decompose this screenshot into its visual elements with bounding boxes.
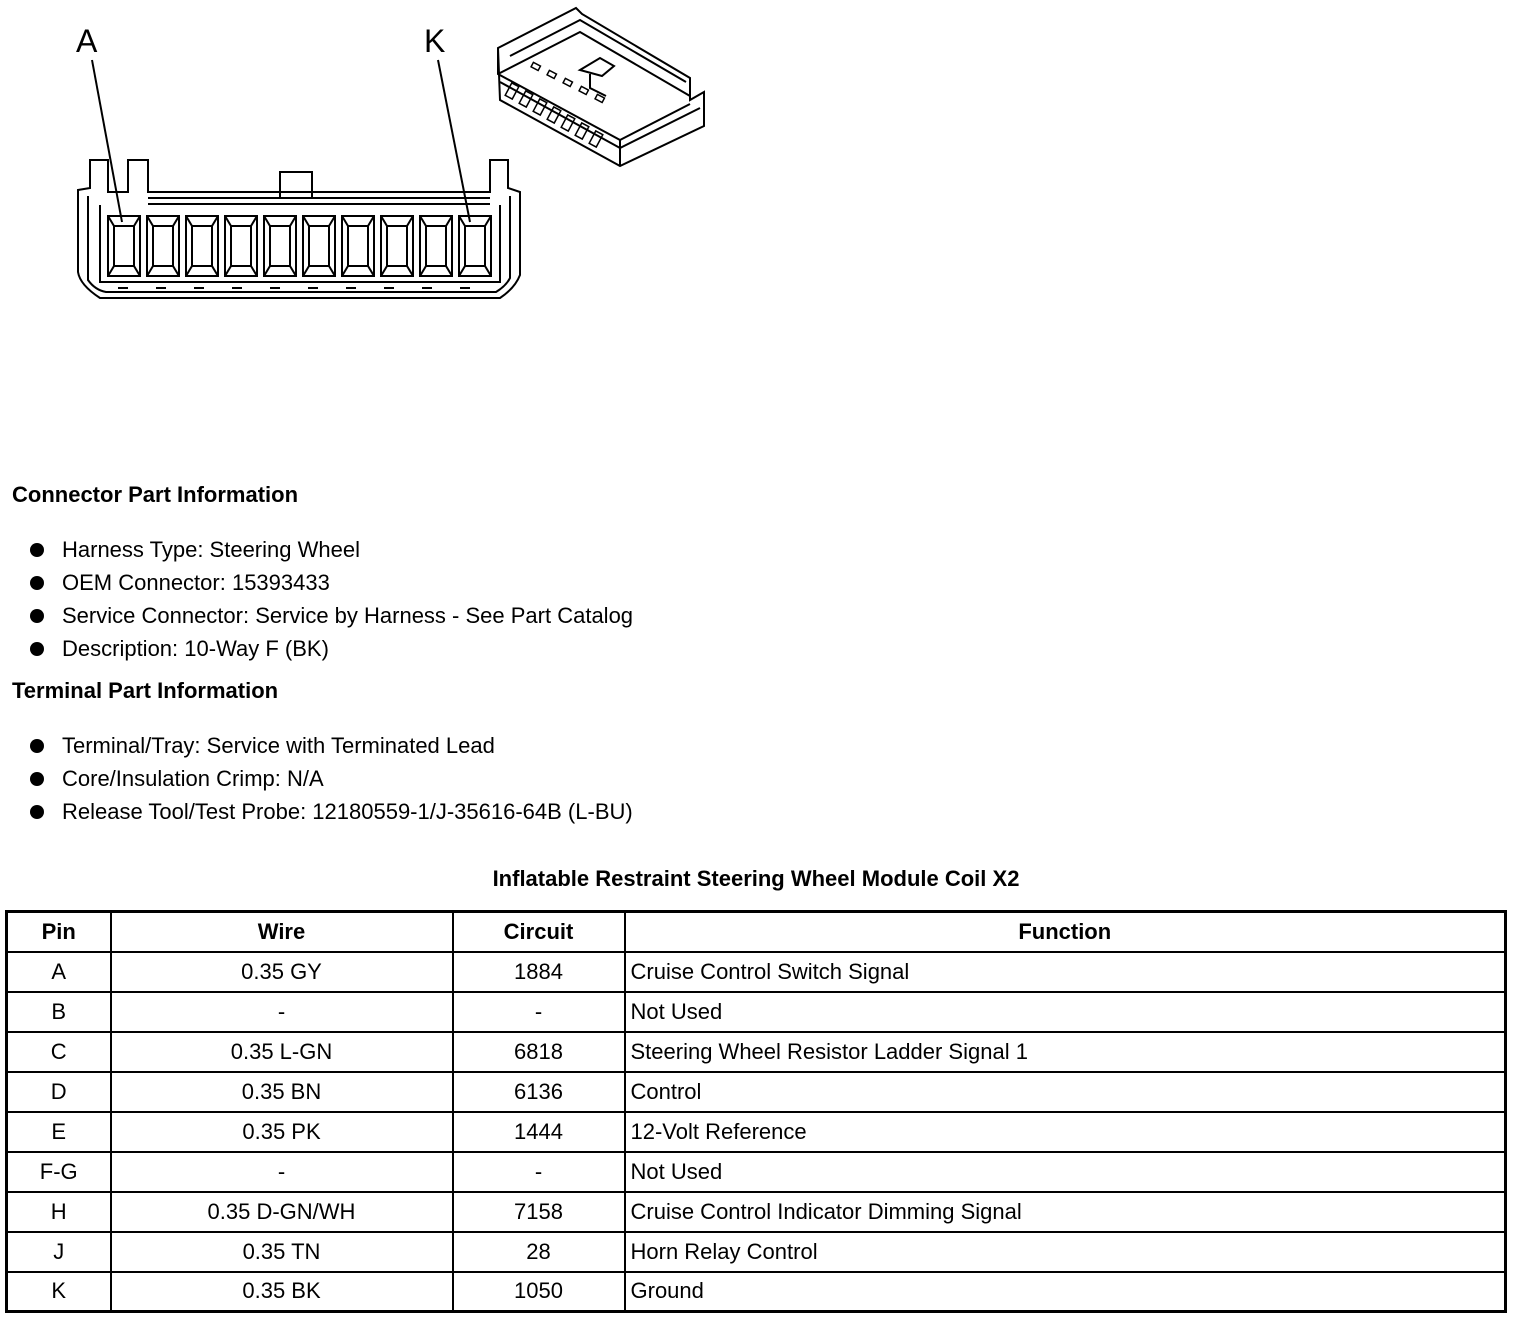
pin-cell: A [7, 952, 111, 992]
table-row [7, 1152, 1506, 1192]
list-item: Terminal/Tray: Service with Terminated Lead [30, 729, 633, 762]
cavity-f [303, 216, 335, 276]
table-row [7, 952, 1506, 992]
cavity-j [420, 216, 452, 276]
function-cell: 12-Volt Reference [625, 1112, 1506, 1152]
connector-cavities [108, 216, 491, 276]
bullet-icon [30, 642, 44, 656]
wire-cell: 0.35 BN [111, 1072, 453, 1112]
list-item: Description: 10-Way F (BK) [30, 632, 633, 665]
pin-cell: D [7, 1072, 111, 1112]
table-row [7, 1032, 1506, 1072]
leader-line-first [92, 60, 122, 222]
pin-cell: H [7, 1192, 111, 1232]
circuit-cell: 7158 [453, 1192, 625, 1232]
bullet-icon [30, 576, 44, 590]
cavity-b [147, 216, 179, 276]
wire-cell: 0.35 D-GN/WH [111, 1192, 453, 1232]
cavity-c [186, 216, 218, 276]
circuit-cell: 1444 [453, 1112, 625, 1152]
cavity-g [342, 216, 374, 276]
list-item: OEM Connector: 15393433 [30, 566, 633, 599]
pin-cell: C [7, 1032, 111, 1072]
column-header-pin: Pin [7, 912, 111, 952]
list-item: Release Tool/Test Probe: 12180559-1/J-35616-64B (L-BU) [30, 795, 633, 828]
cavity-k [459, 216, 491, 276]
pin-cell: B [7, 992, 111, 1032]
cavity-e [264, 216, 296, 276]
table-row [7, 992, 1506, 1032]
cavity-h [381, 216, 413, 276]
bullet-icon [30, 739, 44, 753]
bullet-icon [30, 609, 44, 623]
pin-cell: K [7, 1272, 111, 1312]
wire-cell: 0.35 GY [111, 952, 453, 992]
wire-cell: - [111, 1152, 453, 1192]
terminal-info-heading: Terminal Part Information [12, 678, 279, 703]
bullet-icon [30, 772, 44, 786]
cavity-d [225, 216, 257, 276]
pin-cell: F-G [7, 1152, 111, 1192]
circuit-cell: 6136 [453, 1072, 625, 1112]
circuit-cell: 28 [453, 1232, 625, 1272]
table-header-row [7, 912, 1506, 952]
function-cell: Ground [625, 1272, 1506, 1312]
function-cell: Cruise Control Indicator Dimming Signal [625, 1192, 1506, 1232]
table-row [7, 1072, 1506, 1112]
pin-cell: J [7, 1232, 111, 1272]
function-cell: Steering Wheel Resistor Ladder Signal 1 [625, 1032, 1506, 1072]
circuit-cell: - [453, 1152, 625, 1192]
wire-cell: 0.35 L-GN [111, 1032, 453, 1072]
function-cell: Cruise Control Switch Signal [625, 952, 1506, 992]
bullet-icon [30, 805, 44, 819]
connector-face-outline [78, 160, 520, 298]
wire-cell: - [111, 992, 453, 1032]
table-row [7, 1112, 1506, 1152]
connector-isometric [498, 8, 704, 166]
list-item: Core/Insulation Crimp: N/A [30, 762, 633, 795]
connector-info-list [30, 533, 633, 665]
connector-diagram [0, 0, 760, 320]
cavity-a [108, 216, 140, 276]
pin-table [5, 910, 1507, 1313]
function-cell: Horn Relay Control [625, 1232, 1506, 1272]
pin-label-last: K [424, 23, 446, 59]
table-row [7, 1272, 1506, 1312]
table-title: Inflatable Restraint Steering Wheel Module Coil X2 [492, 866, 1020, 891]
wire-cell: 0.35 PK [111, 1112, 453, 1152]
connector-latch [280, 172, 312, 198]
function-cell: Not Used [625, 1152, 1506, 1192]
column-header-wire: Wire [111, 912, 453, 952]
column-header-function: Function [625, 912, 1506, 952]
pin-label-first: A [76, 23, 98, 59]
connector-info-heading: Connector Part Information [12, 482, 299, 507]
list-item: Service Connector: Service by Harness - See Part Catalog [30, 599, 633, 632]
column-header-circuit: Circuit [453, 912, 625, 952]
circuit-cell: - [453, 992, 625, 1032]
wire-cell: 0.35 BK [111, 1272, 453, 1312]
table-row [7, 1232, 1506, 1272]
circuit-cell: 1050 [453, 1272, 625, 1312]
terminal-info-list [30, 729, 633, 828]
list-item: Harness Type: Steering Wheel [30, 533, 633, 566]
pin-cell: E [7, 1112, 111, 1152]
circuit-cell: 6818 [453, 1032, 625, 1072]
table-row [7, 1192, 1506, 1232]
bullet-icon [30, 543, 44, 557]
function-cell: Not Used [625, 992, 1506, 1032]
wire-cell: 0.35 TN [111, 1232, 453, 1272]
function-cell: Control [625, 1072, 1506, 1112]
circuit-cell: 1884 [453, 952, 625, 992]
